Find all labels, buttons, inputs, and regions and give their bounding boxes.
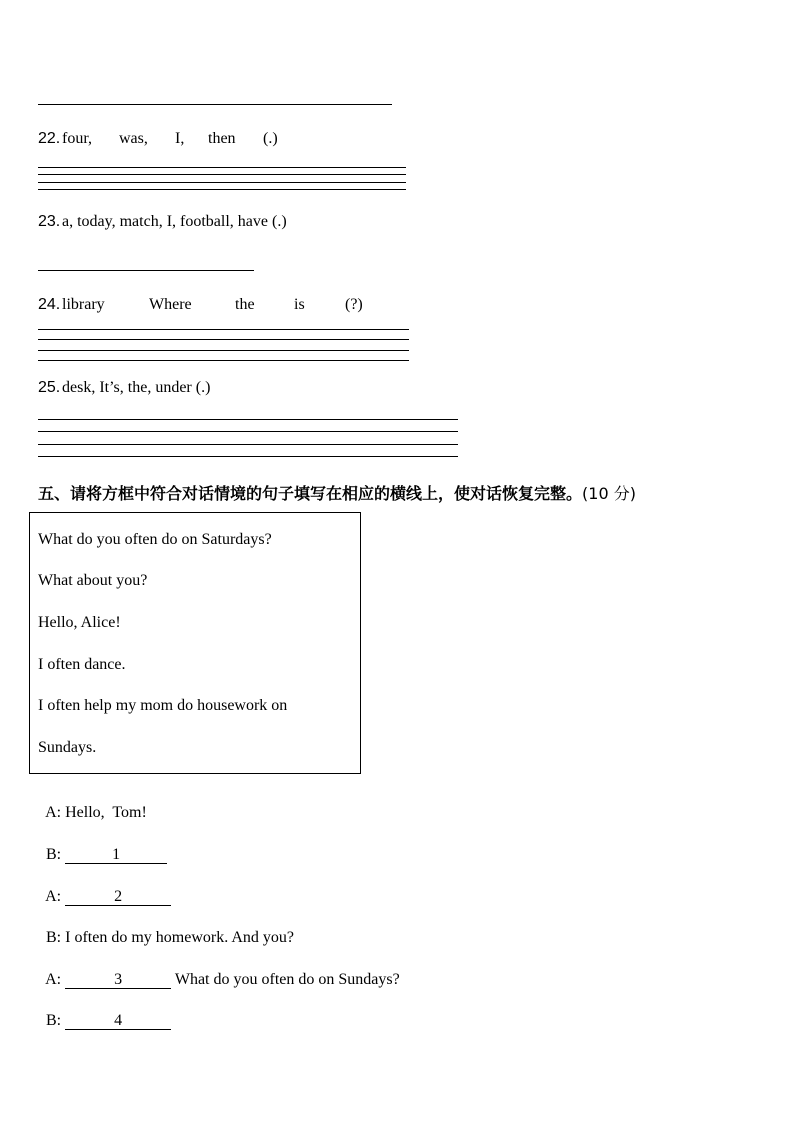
option-text: I often dance. — [38, 656, 126, 673]
word: was, — [119, 130, 148, 147]
speaker: B: — [46, 1012, 62, 1029]
dialogue-line — [38, 870, 171, 906]
answer-line — [38, 182, 406, 183]
blank-2[interactable]: 2 — [65, 889, 171, 906]
answer-line — [38, 174, 406, 175]
option-text: Sundays. — [38, 739, 97, 756]
option-text: I often help my mom do housework on — [38, 697, 288, 714]
option-text: What do you often do on Saturdays? — [38, 531, 272, 548]
section-points: (10 分) — [582, 484, 636, 503]
answer-line — [38, 431, 458, 432]
question-text: desk, It’s, the, under (.) — [62, 379, 211, 396]
dialogue-line — [38, 828, 167, 864]
option-text: Hello, Alice! — [38, 614, 121, 631]
question-number: 24. — [38, 296, 61, 313]
answer-line — [38, 339, 409, 340]
dialogue-text: Hello, Tom! — [61, 804, 147, 821]
word: (?) — [345, 296, 363, 313]
answer-line — [38, 189, 406, 190]
option-text: What about you? — [38, 572, 148, 589]
question-number: 25. — [38, 379, 61, 396]
word: then — [208, 130, 236, 147]
speaker: A: — [45, 804, 62, 821]
answer-line — [38, 104, 392, 105]
answer-line — [38, 167, 406, 168]
answer-line — [38, 270, 254, 271]
word: the — [235, 296, 255, 313]
dialogue-line — [38, 911, 294, 947]
dialogue-text: I often do my homework. And you? — [61, 929, 294, 946]
section-title: 五、请将方框中符合对话情境的句子填写在相应的横线上，使对话恢复完整。 — [38, 484, 583, 503]
blank-4[interactable]: 4 — [65, 1013, 171, 1030]
options-box — [29, 512, 361, 774]
word: I, — [175, 130, 185, 147]
dialogue-line — [38, 953, 400, 989]
dialogue-line — [38, 786, 147, 822]
question-number: 22. — [38, 130, 61, 147]
answer-line — [38, 329, 409, 330]
speaker: B: — [46, 846, 62, 863]
speaker: A: — [45, 971, 62, 988]
blank-3[interactable]: 3 — [65, 972, 171, 989]
word: four, — [62, 130, 93, 147]
answer-line — [38, 444, 458, 445]
answer-line — [38, 360, 409, 361]
answer-line — [38, 456, 458, 457]
answer-line — [38, 419, 458, 420]
word: (.) — [263, 130, 278, 147]
answer-line — [38, 350, 409, 351]
question-number: 23. — [38, 213, 61, 230]
dialogue-text: What do you often do on Sundays? — [171, 971, 400, 988]
section-heading — [38, 481, 636, 504]
word: Where — [149, 296, 192, 313]
blank-1[interactable]: 1 — [65, 847, 167, 864]
speaker: B: — [46, 929, 62, 946]
word: is — [294, 296, 305, 313]
dialogue-line — [38, 994, 171, 1030]
question-text: a, today, match, I, football, have (.) — [62, 213, 287, 230]
speaker: A: — [45, 888, 62, 905]
word: library — [62, 296, 105, 313]
